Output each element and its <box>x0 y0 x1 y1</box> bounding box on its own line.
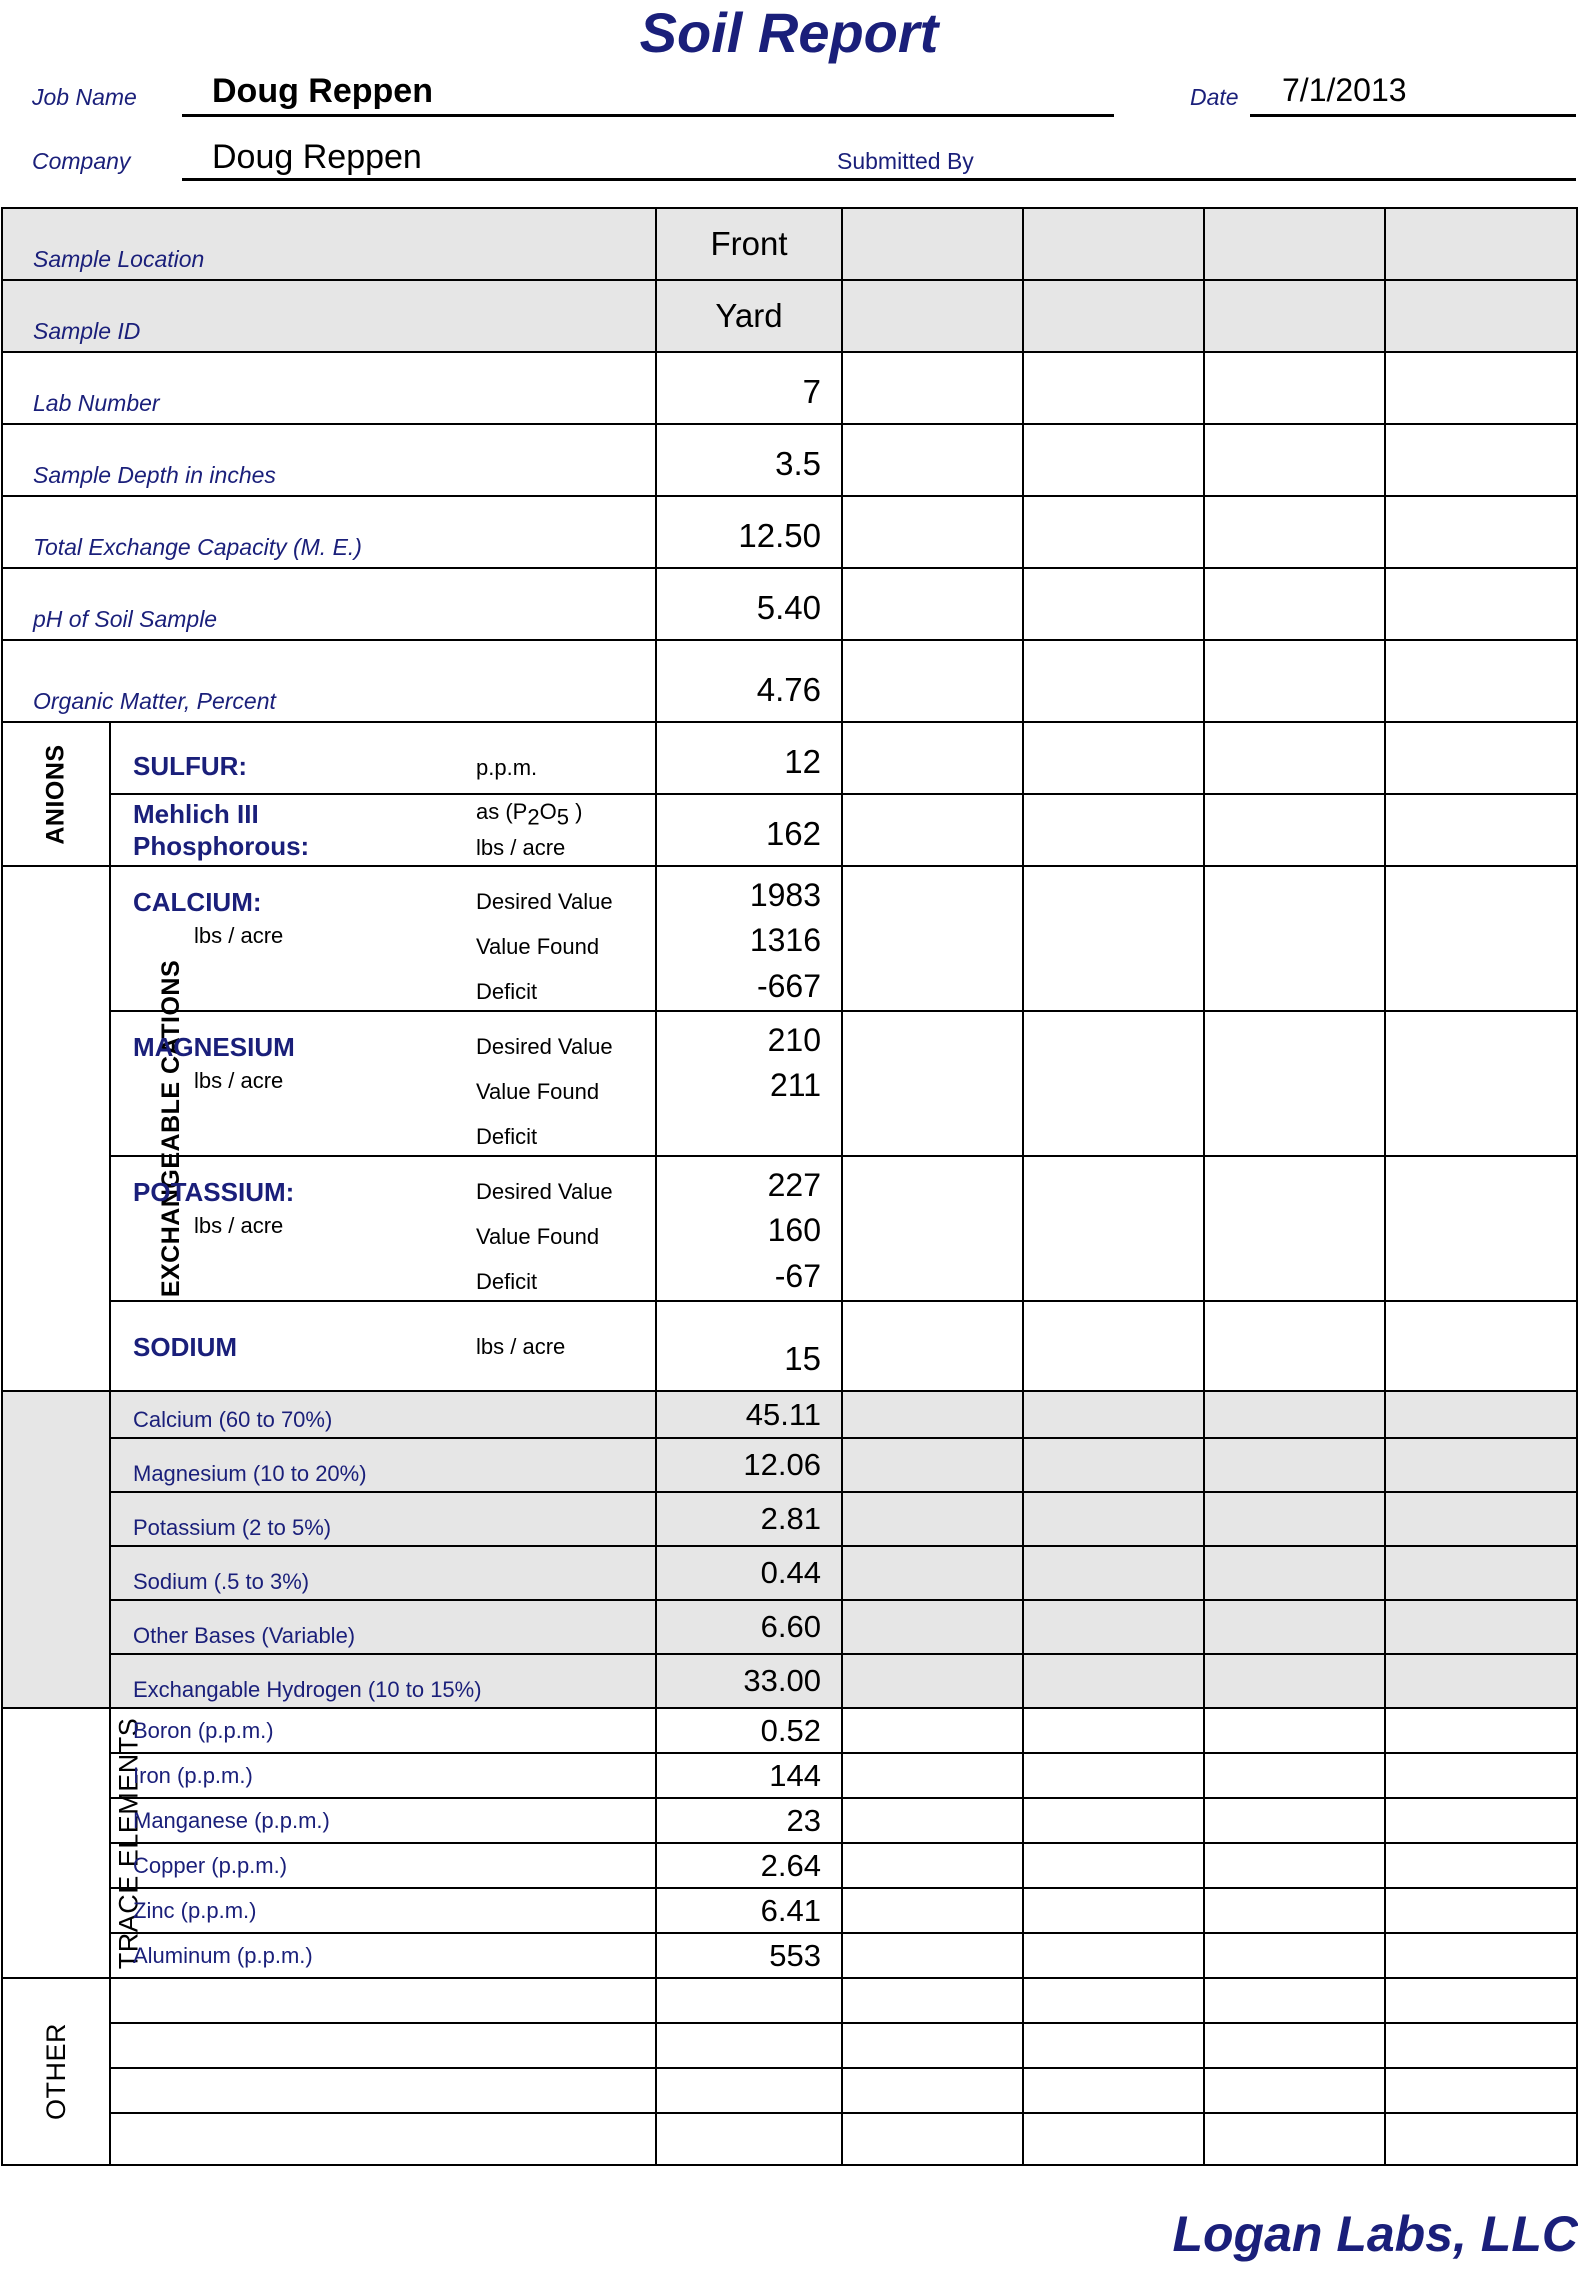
potassium-desired-label: Desired Value <box>476 1179 613 1204</box>
sample-id-label: Sample ID <box>33 318 141 344</box>
date-label: Date <box>1190 84 1239 110</box>
potassium-found: 160 <box>767 1212 821 1248</box>
sulfur-name: SULFUR: <box>133 751 248 781</box>
cations-section-label: EXCHANGEABLE CATIONS <box>157 959 186 1298</box>
row-other-2 <box>2 2023 1577 2068</box>
bs-other-bases-value: 6.60 <box>656 1600 842 1654</box>
sodium-unit: lbs / acre <box>476 1334 566 1359</box>
magnesium-deficit-label: Deficit <box>476 1124 538 1149</box>
row-other-4 <box>2 2113 1577 2165</box>
tec-value: 12.50 <box>738 517 821 554</box>
row-bs-other-bases <box>2 1600 1577 1654</box>
organic-matter-value: 4.76 <box>756 671 821 708</box>
phosphorous-name-line1: Mehlich III <box>133 799 259 829</box>
row-organic-matter <box>2 640 1577 722</box>
magnesium-found-label: Value Found <box>476 1079 600 1104</box>
bs-potassium-value: 2.81 <box>656 1492 842 1546</box>
te-iron-value: 144 <box>656 1753 842 1798</box>
te-copper-value: 2.64 <box>656 1843 842 1888</box>
potassium-found-label: Value Found <box>476 1224 600 1249</box>
bs-hydrogen-label: Exchangable Hydrogen (10 to 15%) <box>133 1677 482 1702</box>
magnesium-desired: 210 <box>767 1022 821 1058</box>
row-te-aluminum <box>2 1933 1577 1978</box>
row-calcium <box>2 866 1577 1011</box>
row-te-iron <box>2 1753 1577 1798</box>
sample-depth-value: 3.5 <box>775 445 821 482</box>
calcium-unit: lbs / acre <box>194 923 284 948</box>
row-bs-sodium <box>2 1546 1577 1600</box>
date-underline <box>1250 114 1576 117</box>
row-bs-potassium <box>2 1492 1577 1546</box>
te-manganese-label: Manganese (p.p.m.) <box>110 1798 656 1843</box>
job-name-label: Job Name <box>32 84 137 110</box>
bs-calcium-label: Calcium (60 to 70%) <box>133 1407 333 1432</box>
soil-report-table <box>1 207 1578 2166</box>
bs-hydrogen-value: 33.00 <box>656 1654 842 1708</box>
sulfur-value: 12 <box>784 743 821 780</box>
company-underline <box>182 178 1576 181</box>
row-te-manganese <box>2 1798 1577 1843</box>
bs-magnesium-value: 12.06 <box>656 1438 842 1492</box>
row-te-zinc <box>2 1888 1577 1933</box>
row-te-copper <box>2 1843 1577 1888</box>
bs-sodium-value: 0.44 <box>656 1546 842 1600</box>
ph-label: pH of Soil Sample <box>33 606 218 632</box>
row-sample-id <box>2 280 1577 352</box>
sodium-name: SODIUM <box>133 1332 237 1362</box>
bs-potassium-label: Potassium (2 to 5%) <box>133 1515 332 1540</box>
magnesium-unit: lbs / acre <box>194 1068 284 1093</box>
bs-other-bases-label: Other Bases (Variable) <box>133 1623 356 1648</box>
te-aluminum-label: Aluminum (p.p.m.) <box>110 1933 656 1978</box>
phosphorous-name-line2: Phosphorous: <box>133 831 310 861</box>
te-manganese-value: 23 <box>656 1798 842 1843</box>
row-bs-hydrogen <box>2 1654 1577 1708</box>
lab-number-label: Lab Number <box>33 390 160 416</box>
row-bs-magnesium <box>2 1438 1577 1492</box>
row-te-boron <box>2 1708 1577 1753</box>
potassium-desired: 227 <box>767 1167 821 1203</box>
row-bs-calcium <box>2 1391 1577 1438</box>
sample-location-label: Sample Location <box>33 246 205 272</box>
calcium-found: 1316 <box>749 922 821 958</box>
row-phosphorous <box>2 794 1577 866</box>
row-other-1 <box>2 1978 1577 2023</box>
company-label: Company <box>32 148 131 174</box>
report-title: Soil Report <box>639 1 939 64</box>
row-potassium <box>2 1156 1577 1301</box>
phosphorous-unit-line2: lbs / acre <box>476 835 566 860</box>
potassium-deficit: -67 <box>774 1258 821 1294</box>
tec-label: Total Exchange Capacity (M. E.) <box>33 534 362 560</box>
sample-location-value: Front <box>656 208 842 280</box>
submitted-by-label: Submitted By <box>837 148 974 174</box>
bs-magnesium-label: Magnesium (10 to 20%) <box>133 1461 367 1486</box>
calcium-deficit-label: Deficit <box>476 979 538 1004</box>
bs-calcium-value: 45.11 <box>656 1391 842 1438</box>
lab-number-value: 7 <box>802 373 821 410</box>
te-iron-label: Iron (p.p.m.) <box>110 1753 656 1798</box>
potassium-name: POTASSIUM: <box>133 1177 295 1207</box>
bs-sodium-label: Sodium (.5 to 3%) <box>133 1569 310 1594</box>
trace-elements-section-label: TRACE ELEMENTS <box>113 1717 144 1969</box>
potassium-unit: lbs / acre <box>194 1213 284 1238</box>
calcium-deficit: -667 <box>756 968 821 1004</box>
sample-depth-label: Sample Depth in inches <box>33 462 276 488</box>
sample-id-value: Yard <box>656 280 842 352</box>
magnesium-found: 211 <box>769 1067 821 1103</box>
row-sulfur <box>2 722 1577 794</box>
date-value: 7/1/2013 <box>1282 72 1407 108</box>
other-section-label: OTHER <box>40 2023 71 2120</box>
te-aluminum-value: 553 <box>656 1933 842 1978</box>
phosphorous-value: 162 <box>765 815 821 852</box>
magnesium-name: MAGNESIUM <box>133 1032 295 1062</box>
job-name-value: Doug Reppen <box>212 72 433 110</box>
row-tec <box>2 496 1577 568</box>
job-name-underline <box>182 114 1114 117</box>
te-boron-label: Boron (p.p.m.) <box>110 1708 656 1753</box>
row-sodium <box>2 1301 1577 1391</box>
company-value: Doug Reppen <box>212 138 422 176</box>
sodium-value: 15 <box>784 1340 821 1377</box>
magnesium-desired-label: Desired Value <box>476 1034 613 1059</box>
te-zinc-value: 6.41 <box>656 1888 842 1933</box>
organic-matter-label: Organic Matter, Percent <box>33 688 276 714</box>
te-zinc-label: Zinc (p.p.m.) <box>110 1888 656 1933</box>
calcium-found-label: Value Found <box>476 934 600 959</box>
phosphorous-unit-line1: as ($P_2O_5$ ) <box>476 799 583 830</box>
calcium-desired-label: Desired Value <box>476 889 613 914</box>
row-magnesium <box>2 1011 1577 1156</box>
row-other-3 <box>2 2068 1577 2113</box>
row-sample-depth <box>2 424 1577 496</box>
row-ph <box>2 568 1577 640</box>
calcium-desired: 1983 <box>749 877 821 913</box>
ph-value: 5.40 <box>756 589 821 626</box>
te-boron-value: 0.52 <box>656 1708 842 1753</box>
row-lab-number <box>2 352 1577 424</box>
sulfur-unit: p.p.m. <box>476 755 538 780</box>
potassium-deficit-label: Deficit <box>476 1269 538 1294</box>
te-copper-label: Copper (p.p.m.) <box>110 1843 656 1888</box>
lab-name-footer: Logan Labs, LLC <box>1172 2206 1578 2262</box>
calcium-name: CALCIUM: <box>133 887 262 917</box>
anions-section-label: ANIONS <box>41 743 70 845</box>
row-sample-location <box>2 208 1577 280</box>
